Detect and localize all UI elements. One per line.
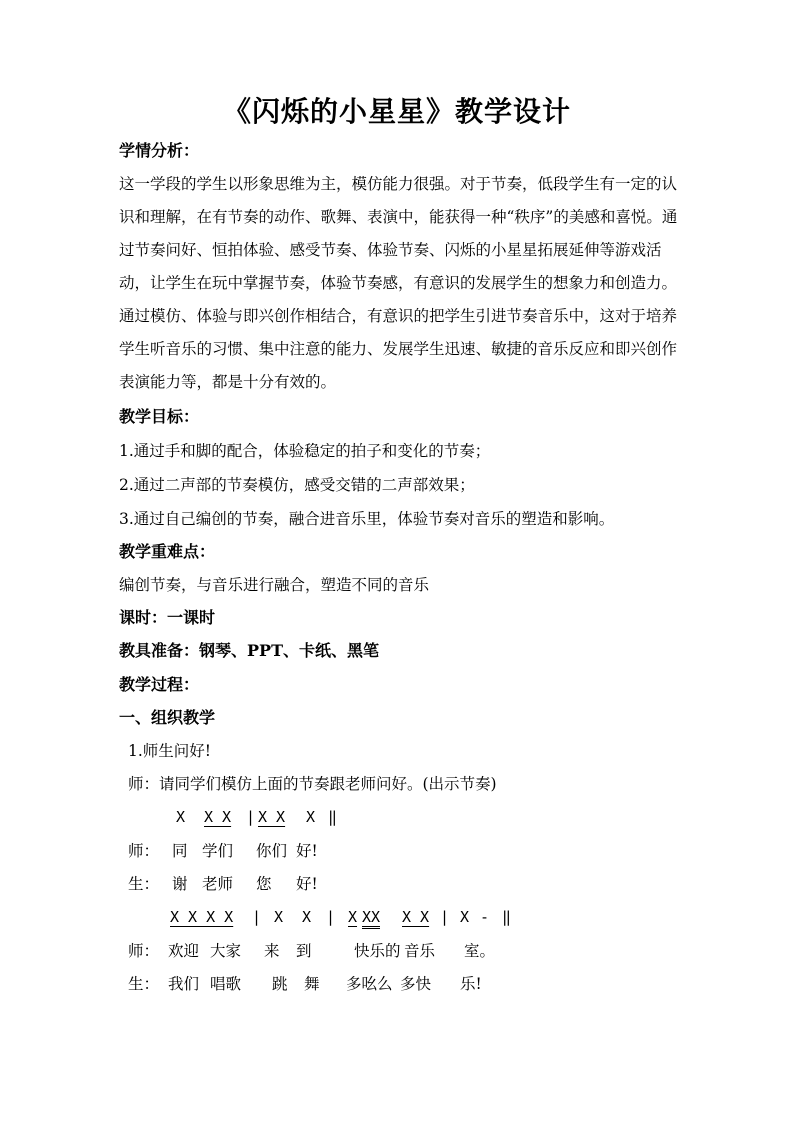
document-title: 《闪烁的小星星》教学设计 [222,95,571,128]
rhythm-note: X [274,908,284,926]
speaker-label: 师： [128,942,160,960]
key-points-text: 编创节奏，与音乐进行融合，塑造不同的音乐 [119,576,430,594]
lyric-word: 唱歌 [210,975,242,993]
rhythm-note: X [460,908,470,926]
lyric-word: 老师 [202,875,234,893]
process-heading: 教学过程： [119,675,200,694]
goal-item-1: 1.通过手和脚的配合，体验稳定的拍子和变化的节奏； [119,442,491,460]
end-bar-line: ‖ [328,808,338,826]
rhythm-note: X X [204,808,232,826]
analysis-paragraph: 这一学段的学生以形象思维为主，模仿能力很强。对于节奏，低段学生有一定的认识和理解，在有节奏的动作、歌舞、表演中，能获得一种“秩序”的美感和喜悦。通过节奏问好、恒拍体验、感受节奏、体验节奏、闪烁的小星星拓展延伸等游戏活动，让学生在玩中掌握节奏，体验节奏感，有意识的发展学生的想象力和创造力。通过模仿、体验与即兴创作相结合，有意识的把学生引进节奏音乐中，这对于培养学生听音乐的习惯、集中注意的能力、发展学生迅速、敏捷的音乐反应和即兴创作表演能力等，都是十分有效的。 [119,175,678,391]
lyric-word: 同 [172,842,188,860]
bar-line: | [326,908,336,926]
rhythm-note: X [176,808,186,826]
lyric-word: 好! [296,842,318,860]
lyric-word: 来 [264,942,280,960]
lyric-word: 室。 [464,942,496,960]
lyric-word: 到 [296,942,312,960]
lyric-word: 我们 [168,975,200,993]
lyric-word: 跳 [272,975,288,993]
speaker-label: 师： [128,842,160,860]
rhythm-note: X [306,808,316,826]
rhythm-note: X X [402,908,430,926]
end-bar-line: ‖ [502,908,512,926]
period-line: 课时：一课时 [119,608,216,627]
rhythm-note: X X X X [170,908,234,926]
goals-heading: 教学目标： [119,407,200,426]
lyric-word: 快乐的 [354,942,401,960]
lyric-word: 谢 [172,875,188,893]
step1-sub: 1.师生问好! [128,742,212,760]
speaker-label: 生： [128,875,160,893]
goal-item-3: 3.通过自己编创的节奏，融合进音乐里，体验节奏对音乐的塑造和影响。 [119,510,615,528]
step1-heading: 一、组织教学 [119,708,216,727]
rhythm-note: X X [258,808,286,826]
speaker-label: 生： [128,975,160,993]
lyric-word: 欢迎 [168,942,200,960]
analysis-heading: 学情分析： [119,141,200,160]
lyric-word: 多吆么 [346,975,393,993]
lyric-word: 多快 [400,975,432,993]
step1-instruction: 师：请同学们模仿上面的节奏跟老师问好。(出示节奏) [128,775,497,793]
lyric-word: 音乐 [404,942,436,960]
rhythm-note: X [348,908,358,926]
rhythm-note-sixteenth: XX [362,908,381,926]
bar-line: | [440,908,450,926]
rhythm-note [362,906,380,929]
lyric-word: 学们 [202,842,234,860]
lyric-word: 舞 [304,975,320,993]
lyric-word: 大家 [210,942,242,960]
bar-line: | [252,908,262,926]
lyric-word: 你们 [256,842,288,860]
lyric-word: 乐! [460,975,482,993]
tools-line: 教具准备：钢琴、PPT、卡纸、黑笔 [119,641,379,660]
lyric-word: 好! [296,875,318,893]
lyric-word: 您 [256,875,272,893]
rhythm-dash: - [480,908,490,926]
goal-item-2: 2.通过二声部的节奏模仿，感受交错的二声部效果； [119,476,475,494]
rhythm-note: X [302,908,312,926]
bar-line: | [246,808,256,826]
key-points-heading: 教学重难点： [119,542,216,561]
